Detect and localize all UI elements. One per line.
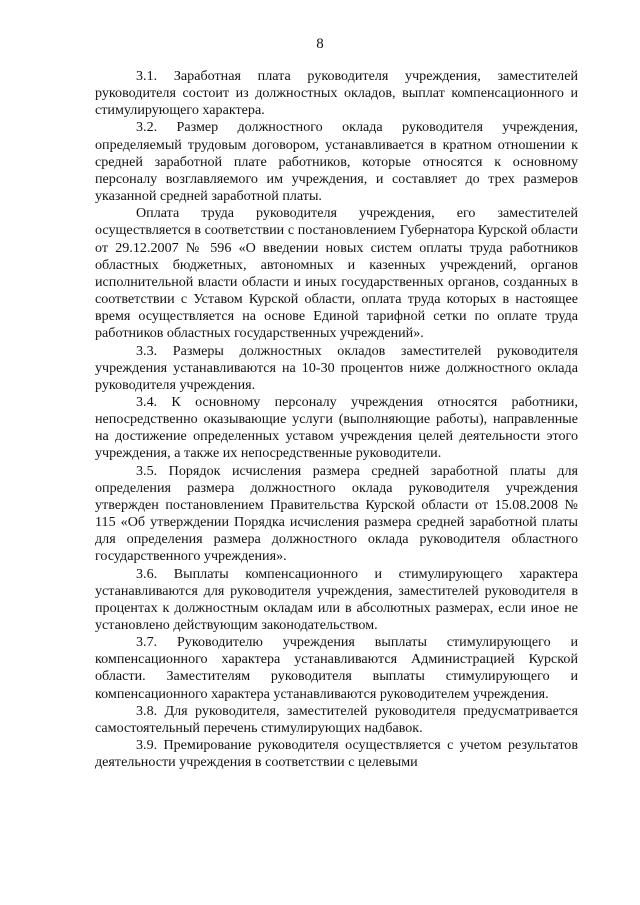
paragraph-3-8: 3.8. Для руководителя, заместителей руководителя предусматривается самостоятельный перечень стимулирующих надбавок. bbox=[95, 702, 578, 736]
paragraph-3-4: 3.4. К основному персоналу учреждения относятся работники, непосредственно оказывающие услуги (выполняющие работы), направленные на достижение определенных уставом учреждения целей деятельности этого учреждения, а также их непосредственные руководители. bbox=[95, 393, 578, 462]
paragraph-3-9: 3.9. Премирование руководителя осуществляется с учетом результатов деятельности учреждения в соответствии с целевыми bbox=[95, 737, 578, 771]
paragraph-3-6: 3.6. Выплаты компенсационного и стимулирующего характера устанавливаются для руководителя учреждения, заместителей руководителя в процентах к должностным окладам или в абсолютных размерах, если иное не установлено действующим законодательством. bbox=[95, 565, 578, 633]
paragraph-3-3: 3.3. Размеры должностных окладов заместителей руководителя учреждения устанавливаются на 10-30 процентов ниже должностного оклада руководителя учреждения. bbox=[95, 342, 578, 393]
document-body bbox=[95, 68, 578, 771]
paragraph-3-5: 3.5. Порядок исчисления размера средней заработной платы для определения размера должностного оклада руководителя учреждения утвержден постановлением Правительства Курской области от 15.08.2008 № 115 «Об утверждении Порядка исчисления размера средней заработной платы для определения размера должностного оклада руководителя областного государственного учреждения». bbox=[95, 462, 578, 565]
paragraph-3-7: 3.7. Руководителю учреждения выплаты стимулирующего и компенсационного характера устанавливаются Администрацией Курской области. Заместителям руководителя выплаты стимулирующего и компенсационного характера устанавливаются руководителем учреждения. bbox=[95, 634, 578, 702]
paragraph-3-1: 3.1. Заработная плата руководителя учреждения, заместителей руководителя состоит из должностных окладов, выплат компенсационного и стимулирующего характера. bbox=[95, 68, 578, 119]
paragraph-remuneration: Оплата труда руководителя учреждения, его заместителей осуществляется в соответствии с постановлением Губернатора Курской области от 29.12.2007 № 596 «О введении новых систем оплаты труда работников областных бюджетных, автономных и казенных учреждений, органов исполнительной власти области и иных государственных органов, созданных в соответствии с Уставом Курской области, оплата труда которых в настоящее время осуществляется на основе Единой тарифной сетки по оплате труда работников областных государственных учреждений». bbox=[95, 205, 578, 342]
paragraph-3-2: 3.2. Размер должностного оклада руководителя учреждения, определяемый трудовым договором, устанавливается в кратном отношении к средней заработной плате работников, которые относятся к основному персоналу возглавляемого им учреждения, и составляет до трех размеров указанной средней заработной платы. bbox=[95, 119, 578, 205]
page-number: 8 bbox=[316, 36, 324, 52]
